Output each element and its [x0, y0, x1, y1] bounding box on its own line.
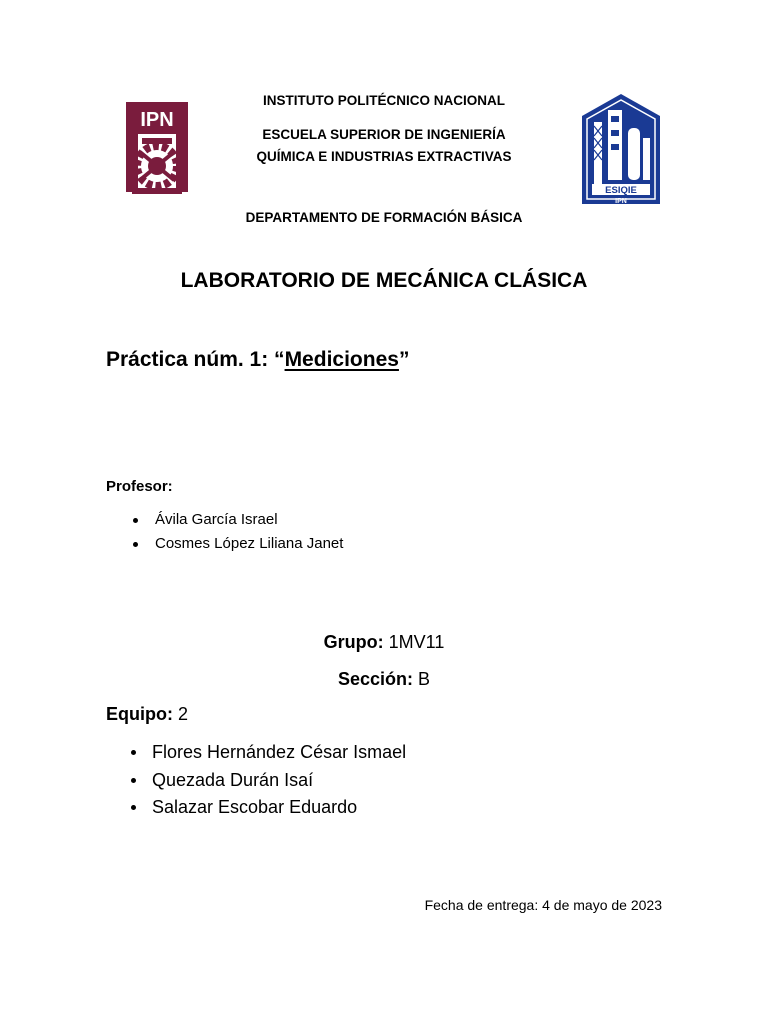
list-item: Salazar Escobar Eduardo	[128, 796, 406, 824]
practice-title	[106, 348, 409, 372]
svg-text:ESIQIE: ESIQIE	[605, 185, 637, 196]
svg-text:IPN: IPN	[140, 109, 174, 131]
practice-prefix: Práctica núm. 1: “	[106, 348, 285, 371]
svg-text:IPN: IPN	[615, 198, 627, 205]
list-item: Cosmes López Liliana Janet	[130, 534, 343, 558]
practice-suffix: ”	[398, 348, 410, 371]
department-name: DEPARTAMENTO DE FORMACIÓN BÁSICA	[245, 210, 523, 225]
seccion-line	[0, 669, 768, 690]
list-item: Flores Hernández César Ismael	[128, 741, 406, 769]
grupo-value: 1MV11	[383, 632, 445, 652]
school-name-line1: ESCUELA SUPERIOR DE INGENIERÍA	[262, 127, 506, 142]
grupo-label: Grupo:	[323, 632, 384, 652]
delivery-date: Fecha de entrega: 4 de mayo de 2023	[424, 897, 662, 913]
list-item: Ávila García Israel	[130, 510, 343, 534]
professor-label: Profesor:	[106, 478, 173, 495]
equipo-value: 2	[172, 704, 188, 724]
professor-list	[130, 510, 343, 558]
school-name-line2: QUÍMICA E INDUSTRIAS EXTRACTIVAS	[256, 149, 512, 164]
list-item: Quezada Durán Isaí	[128, 769, 406, 797]
team-member-list	[128, 741, 406, 824]
seccion-label: Sección:	[337, 669, 413, 689]
lab-title: LABORATORIO DE MECÁNICA CLÁSICA	[180, 269, 588, 292]
institute-name: INSTITUTO POLITÉCNICO NACIONAL	[263, 93, 505, 108]
seccion-value: B	[413, 669, 431, 689]
equipo-line	[106, 704, 188, 725]
practice-name: Mediciones	[284, 348, 399, 371]
grupo-line	[0, 632, 768, 653]
equipo-label: Equipo:	[106, 704, 173, 724]
